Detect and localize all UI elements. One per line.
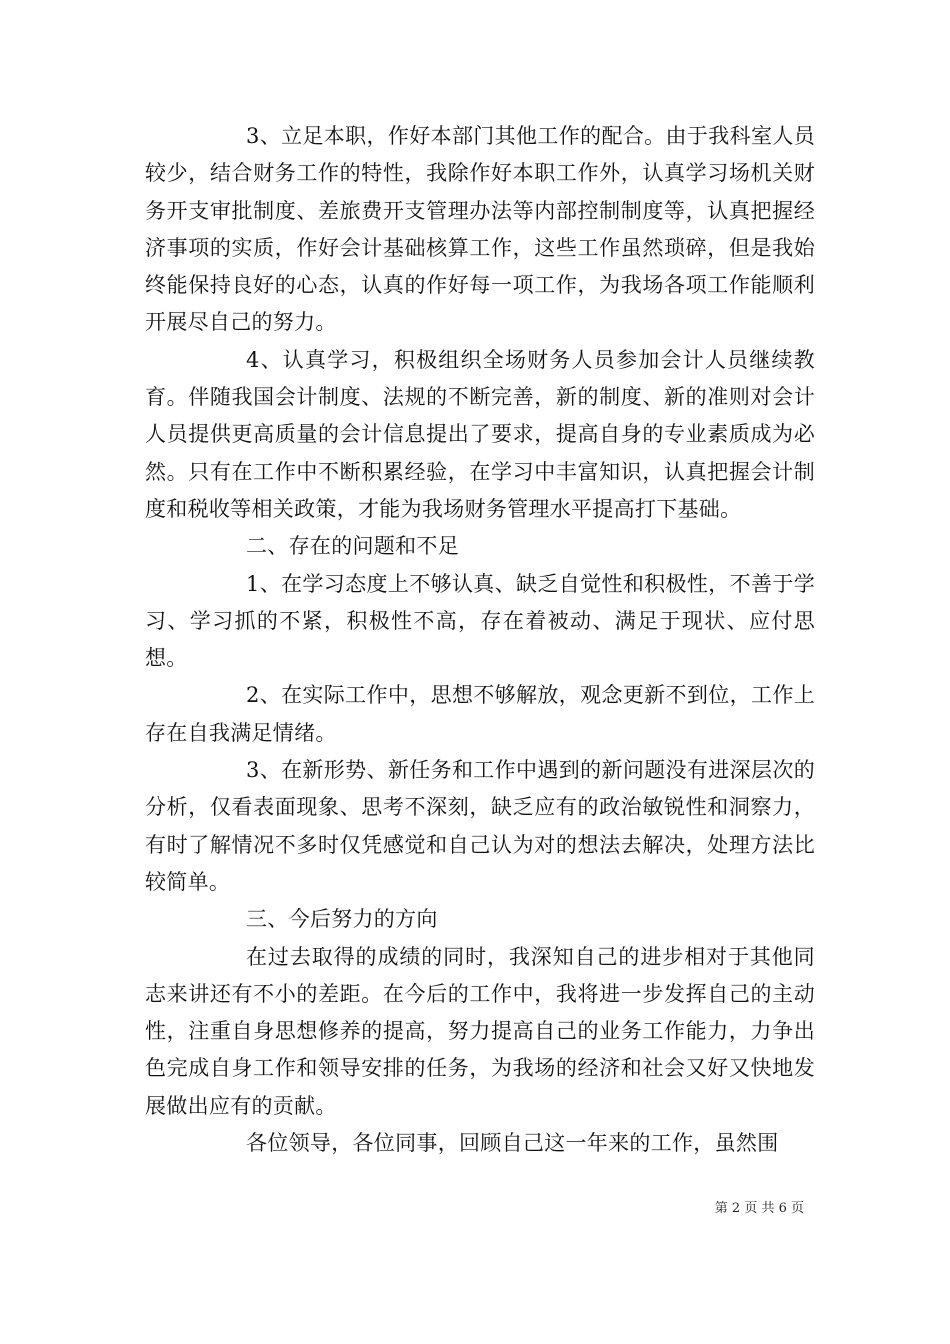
document-body	[145, 118, 815, 1162]
paragraph-closing: 各位领导，各位同事，回顾自己这一年来的工作，虽然围	[246, 1131, 779, 1156]
paragraph-continuing-education: 4、认真学习，积极组织全场财务人员参加会计人员继续教育。伴随我国会计制度、法规的不断完善，新的制度、新的准则对会计人员提供更高质量的会计信息提出了要求，提高自身的专业素质成为必然。只有在工作中不断积累经验，在学习中丰富知识，认真把握会计制度和税收等相关政策，才能为我场财务管理水平提高打下基础。	[145, 347, 815, 521]
section-heading-problems: 二、存在的问题和不足	[246, 534, 459, 559]
section-heading-direction: 三、今后努力的方向	[246, 907, 438, 932]
paragraph-problem-thinking: 2、在实际工作中，思想不够解放，观念更新不到位，工作上存在自我满足情绪。	[145, 683, 815, 745]
paragraph-problem-attitude: 1、在学习态度上不够认真、缺乏自觉性和积极性，不善于学习、学习抓的不紧，积极性不高，存在着被动、满足于现状、应付思想。	[145, 571, 815, 671]
page-number-footer: 第 2 页 共 6 页	[714, 1201, 804, 1216]
paragraph-problem-analysis: 3、在新形势、新任务和工作中遇到的新问题没有进深层次的分析，仅看表面现象、思考不深刻，缺乏应有的政治敏锐性和洞察力，有时了解情况不多时仅凭感觉和自己认为对的想法去解决，处理方法比较简单。	[145, 758, 815, 894]
paragraph-duty-coordination: 3、立足本职，作好本部门其他工作的配合。由于我科室人员较少，结合财务工作的特性，我除作好本职工作外，认真学习场机关财务开支审批制度、差旅费开支管理办法等内部控制制度等，认真把握经济事项的实质，作好会计基础核算工作，这些工作虽然琐碎，但是我始终能保持良好的心态，认真的作好每一项工作，为我场各项工作能顺利开展尽自己的努力。	[145, 124, 815, 335]
paragraph-future-effort: 在过去取得的成绩的同时，我深知自己的进步相对于其他同志来讲还有不小的差距。在今后的工作中，我将进一步发挥自己的主动性，注重自身思想修养的提高，努力提高自己的业务工作能力，力争出色完成自身工作和领导安排的任务，为我场的经济和社会又好又快地发展做出应有的贡献。	[145, 944, 815, 1118]
